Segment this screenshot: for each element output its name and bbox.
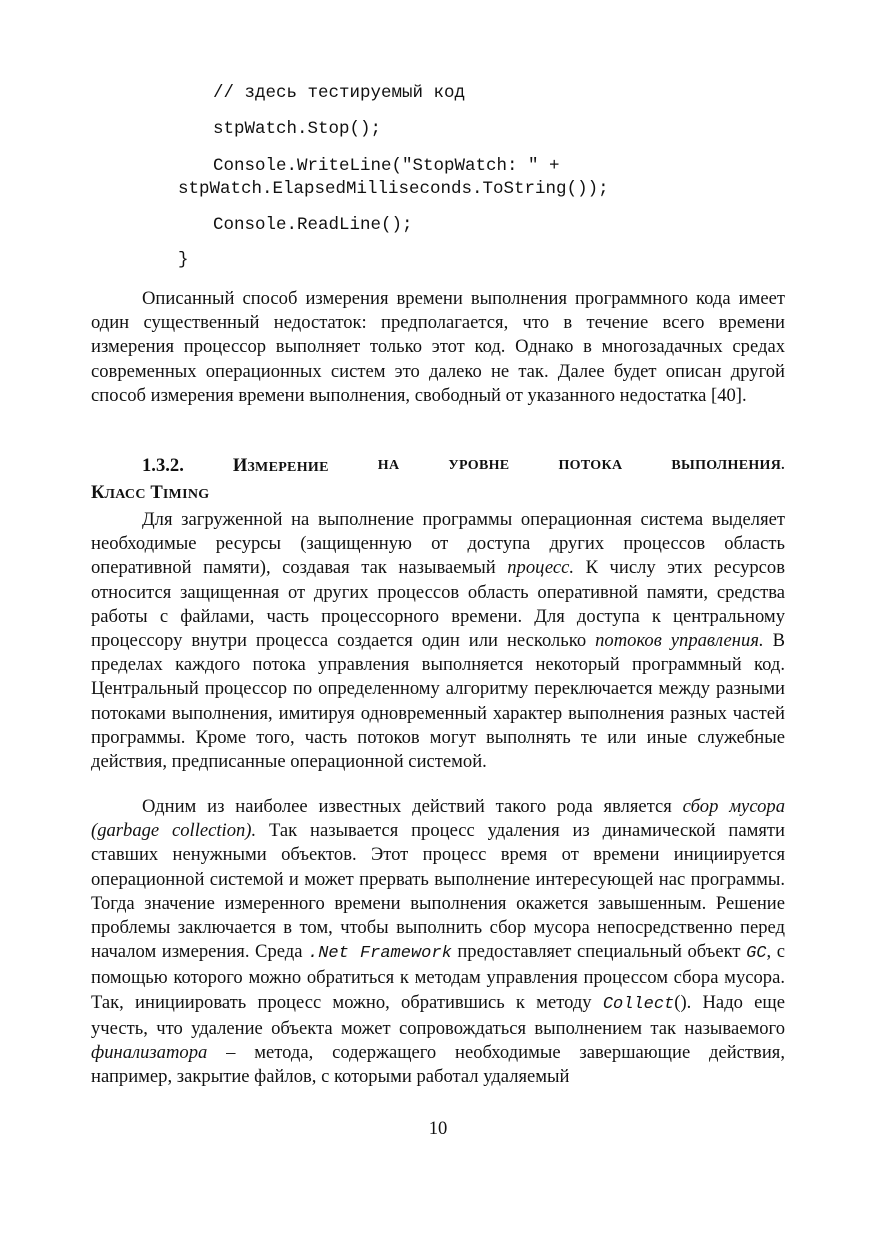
heading-word-na: НА xyxy=(377,458,400,473)
paragraph-processes-threads xyxy=(91,508,785,774)
term-finalizer: финализатора xyxy=(91,1042,208,1064)
code-line-writeline-b: stpWatch.ElapsedMilliseconds.ToString()); xyxy=(178,179,609,199)
paragraph-text: Одним из наиболее известных действий такого рода является сбор мусора (garbage collection). Так называется процесс удаления из динамической памяти ставших ненужными объектов. Этот процесс время от времени инициируется операционной системой и может прервать выполнение интересующей нас программы. Тогда значение измеренного времени выполнения окажется завышенным. Решение проблемы заключается в том, чтобы выполнить сбор мусора непосредственно перед началом измерения. Среда .Net Framework предоставляет специальный объект GC, с помощью которого можно обратиться к методам управления процессом сбора мусора. Так, инициировать процесс можно, обратившись к методу Collect(). Надо еще учесть, что удаление объекта может сопровождаться выполнением так называемого финализатора – метода, содержащего необходимые завершающие действия, например, закрытие файлов, с которыми работал удаляемый xyxy=(91,796,785,1088)
code-line-stop: stpWatch.Stop(); xyxy=(213,119,382,139)
paragraph-text: Описанный способ измерения времени выполнения программного кода имеет один существенный недостаток: предполагается, что в течение всего времени измерения процессор выполняет только этот код. Однако в многозадачных средах современных операционных систем это далеко не так. Далее будет описан другой способ измерения времени выполнения, свободный от указанного недостатка [40]. xyxy=(91,288,785,406)
section-heading xyxy=(91,453,785,507)
paragraph-text: Для загруженной на выполнение программы операционная система выделяет необходимые ресурсы (защищенную от доступа других процессов область оперативной памяти), создавая так называемый процесс. К числу этих ресурсов относится защищенная от других процессов область оперативной памяти, средства работы с файлами, часть процессорного времени. Для доступа к центральному процессору внутри процесса создается один или несколько потоков управления. В пределах каждого потока управления выполняется некоторый программный код. Центральный процессор по определенному алгоритму переключается между разными потоками выполнения, имитируя одновременный характер выполнения разных частей программы. Кроме того, часть потоков могут выполнять те или иные служебные действия, предписанные операционной системой. xyxy=(91,509,785,773)
term-control-threads: потоков управления. xyxy=(595,630,764,652)
heading-word-izmerenie: ИЗМЕРЕНИЕ xyxy=(232,455,329,476)
code-line-comment: // здесь тестируемый код xyxy=(213,83,466,103)
code-gc: GC xyxy=(746,944,767,964)
heading-word-urovne: УРОВНЕ xyxy=(448,458,510,473)
heading-word-potoka: ПОТОКА xyxy=(558,458,623,473)
code-collect: Collect xyxy=(602,994,675,1014)
code-net-framework: .Net Framework xyxy=(308,944,452,964)
section-heading-line-2: КЛАСС TIMING xyxy=(91,482,210,503)
section-number: 1.3.2. xyxy=(142,455,184,476)
term-garbage-collection: сбор мусора (garbage collection). xyxy=(91,796,785,842)
heading-word-vypolneniya: ВЫПОЛНЕНИЯ. xyxy=(671,458,785,473)
code-line-closing-brace: } xyxy=(178,250,189,270)
paragraph-measurement-drawback xyxy=(91,287,785,408)
code-line-readline: Console.ReadLine(); xyxy=(213,215,413,235)
paragraph-garbage-collection xyxy=(91,795,785,1089)
page-number: 10 xyxy=(428,1118,448,1139)
section-heading-line-1 xyxy=(91,453,785,480)
code-line-writeline-a: Console.WriteLine("StopWatch: " + xyxy=(213,156,560,176)
term-process: процесс. xyxy=(507,557,575,579)
